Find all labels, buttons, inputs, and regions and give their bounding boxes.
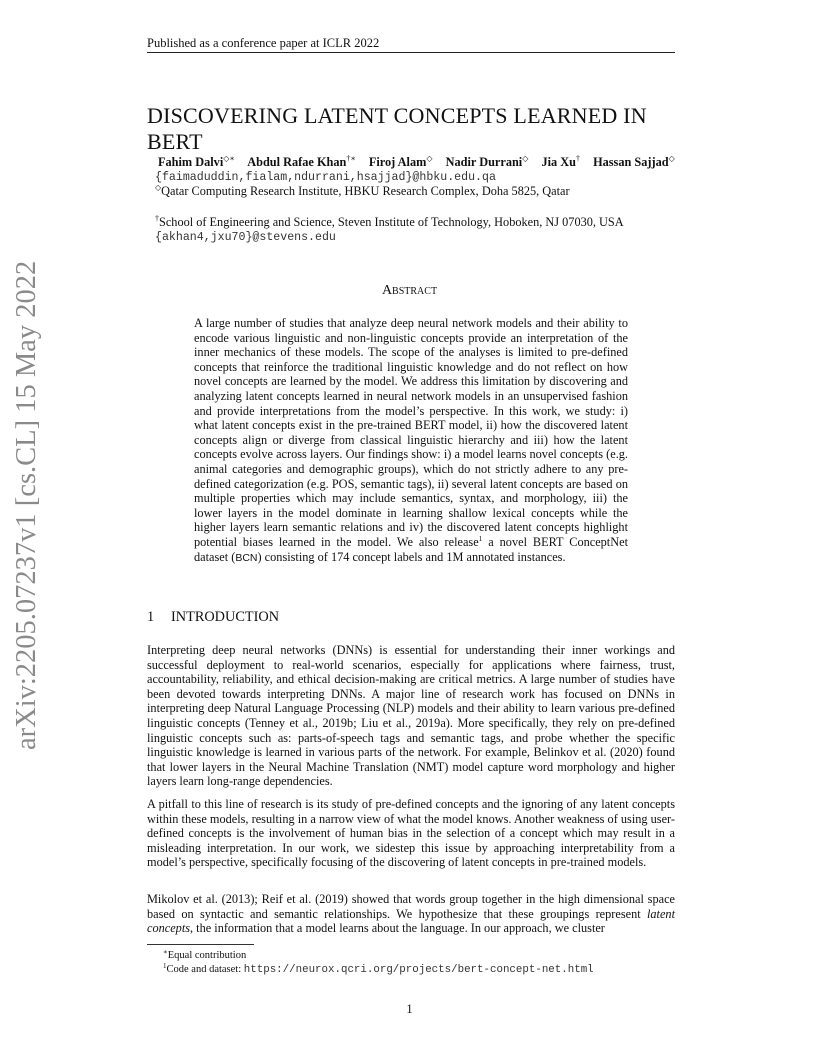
abstract-heading: Abstract: [381, 283, 438, 298]
intro-paragraph-2: A pitfall to this line of research is its study of pre-defined concepts and the ignoring of any latent concepts within these models, resulting in a narrow view of what the model knows. Another weakness of using user-defined concepts is the involvement of human bias in the selection of a concept which may result in a misleading interpretation. In our work, we sidestep this issue by approaching interpretability from a model’s perspective, specifically focusing of the discovering of latent concepts in pre-trained models.: [147, 797, 675, 870]
author-name: Nadir Durrani: [445, 155, 523, 169]
author-name: Hassan Sajjad: [593, 155, 669, 169]
author-marks: †∗: [346, 154, 356, 163]
qcri-emails: {faimaduddin,fialam,ndurrani,hsajjad}@hbku.edu.qa: [155, 171, 496, 184]
stevens-emails: {akhan4,jxu70}@stevens.edu: [155, 231, 336, 244]
header-rule: [147, 52, 675, 53]
intro-paragraph-3: Mikolov et al. (2013); Reif et al. (2019) showed that words group together in the high dimensional space based on syntactic and semantic relationships. We hypothesize that these groupings represent latent concepts, the information that a model learns about the language. In our approach, we cluster: [147, 892, 675, 936]
abstract-text: A large number of studies that analyze deep neural network models and their ability to encode various linguistic and non-linguistic concepts provide an interpretation of the inner mechanics of these models. The scope of the analyses is limited to pre-defined concepts that reinforce the traditional linguistic knowledge and do not reflect on how novel concepts are learned by the model. We address this limitation by discovering and analyzing latent concepts learned in neural network models in an unsupervised fashion and provide interpretations from the model’s perspective. In this work, we study: i) what latent concepts exist in the pre-trained BERT model, ii) how the discovered latent concepts align or diverge from classical linguistic hierarchy and iii) how the latent concepts evolve across layers. Our findings show: i) a model learns novel concepts (e.g. animal categories and demographic groups), which do not strictly adhere to any pre-defined categorization (e.g. POS, semantic tags), ii) several latent concepts are based on multiple properties which may include semantics, syntax, and morphology, iii) the lower layers in the model dominate in learning shallow lexical concepts while the higher layers learn semantic relations and iv) the discovered latent concepts highlight potential biases learned in the model. We also release$^1$ a novel BERT ConceptNet dataset (BCN) consisting of 174 concept labels and 1M annotated instances.: [194, 316, 628, 564]
footnote-equal-contribution: ∗Equal contribution: [163, 948, 247, 961]
paper-title: DISCOVERING LATENT CONCEPTS LEARNED IN BERT: [147, 103, 647, 154]
arxiv-stamp-text: arXiv:2205.07237v1 [cs.CL] 15 May 2022: [11, 260, 42, 750]
arxiv-stamp: [8, 260, 48, 750]
footnote-rule: [147, 944, 254, 945]
dataset-link[interactable]: https://neurox.qcri.org/projects/bert-concept-net.html: [243, 964, 594, 976]
author-name: Fahim Dalvi: [158, 155, 224, 169]
page-number: 1: [406, 1002, 413, 1016]
author-marks: ◇∗: [223, 154, 235, 163]
author-name: Abdul Rafae Khan: [247, 155, 347, 169]
footnote-marker: 1: [478, 533, 483, 543]
section-heading-introduction: 1 INTRODUCTION: [147, 609, 280, 625]
running-header: Published as a conference paper at ICLR 2022: [147, 36, 380, 50]
author-name: Firoj Alam: [368, 155, 427, 169]
author-marks: ◇: [522, 154, 529, 163]
intro-paragraph-1: Interpreting deep neural networks (DNNs) is essential for understanding their inner workings and successful deployment to real-world scenarios, especially for applications where fairness, trust, accountability, reliability, and ethical decision-making are critical metrics. A large number of studies have been devoted towards interpreting DNNs. A major line of research work has focused on DNNs in interpreting deep Natural Language Processing (NLP) models and their ability to learn various pre-defined linguistic concepts (Tenney et al., 2019b; Liu et al., 2019a). More specifically, they rely on pre-defined linguistic concepts such as: parts-of-speech tags and semantic tags, and probe whether the specific linguistic knowledge is learned in various parts of the network. For example, Belinkov et al. (2020) found that lower layers in the Neural Machine Translation (NMT) model capture word morphology and higher layers learn long-range dependencies.: [147, 643, 675, 789]
author-marks: ◇: [426, 154, 433, 163]
author-name: Jia Xu: [541, 155, 576, 169]
author-marks: ◇: [668, 154, 675, 163]
footnote-code-dataset: $^1$Code and dataset: https://neurox.qcri.org/projects/bert-concept-net.html: [163, 962, 594, 976]
qcri-affiliation: ◇Qatar Computing Research Institute, HBKU Research Complex, Doha 5825, Qatar: [155, 183, 570, 198]
stevens-affiliation: †School of Engineering and Science, Steven Institute of Technology, Hoboken, NJ 07030, USA: [155, 214, 624, 229]
author-marks: †: [575, 154, 580, 163]
author-list: [158, 154, 675, 170]
